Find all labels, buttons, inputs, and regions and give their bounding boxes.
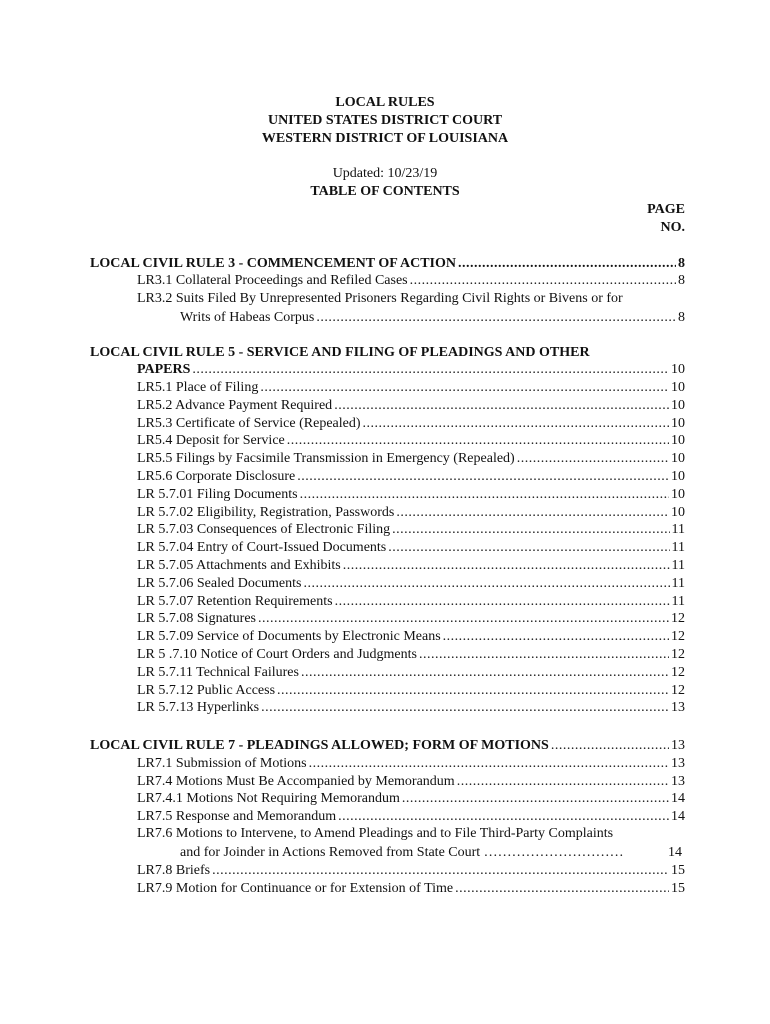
toc-entry-text: LR7.8 Briefs [137,863,211,878]
dot-leader [443,628,669,646]
toc-entry[interactable] [137,415,685,433]
toc-page-number: 13 [671,700,685,716]
toc-entry-text: LR5.1 Place of Filing [137,380,259,395]
dot-leader [258,610,669,628]
dot-leader [338,808,669,826]
toc-entry-text: LR7.4.1 Motions Not Requiring Memorandum [137,791,400,806]
toc-page-number: 13 [671,756,685,771]
toc-entry-text: LR 5.7.04 Entry of Court-Issued Documents [137,540,387,556]
doc-title-line1: LOCAL RULES [335,95,435,110]
dot-leader [287,432,669,450]
toc-page-number: 8 [678,310,685,325]
dot-leader [301,664,669,682]
toc-page-number: 8 [678,273,685,288]
doc-title-line2: UNITED STATES DISTRICT COURT [267,113,503,128]
toc-page-number: 15 [671,880,685,896]
toc-entry[interactable] [137,575,685,593]
toc-page-number: 14 [668,845,682,860]
toc-entry-text: LR 5.7.02 Eligibility, Registration, Passwords [137,504,395,520]
toc-entry-lr32-line2[interactable] [180,309,685,327]
toc-page-number: 11 [671,593,685,609]
toc-entry[interactable] [137,862,685,880]
toc-entry-text: LR 5.7.03 Consequences of Electronic Filing [137,522,391,538]
toc-entry[interactable] [137,486,685,504]
dot-leader [212,862,669,880]
toc-entry[interactable] [137,432,685,450]
toc-title: TABLE OF CONTENTS [310,184,460,199]
toc-entry-text: LR3.1 Collateral Proceedings and Refiled Cases [137,273,408,288]
toc-section-title: LOCAL CIVIL RULE 3 - COMMENCEMENT OF ACTION [90,256,456,271]
toc-page-number: 10 [671,451,685,467]
dot-leader [343,557,670,575]
toc-entry[interactable] [137,646,685,664]
toc-page-number: 11 [671,575,685,591]
toc-entry-text: LR 5.7.01 Filing Documents [137,486,298,502]
toc-section-title: LOCAL CIVIL RULE 7 - PLEADINGS ALLOWED; FORM OF MOTIONS [90,738,549,753]
dot-leader [517,450,669,468]
doc-title-line3: WESTERN DISTRICT OF LOUISIANA [261,131,509,146]
toc-entry[interactable] [137,593,685,611]
toc-entry[interactable] [137,557,685,575]
toc-entry[interactable] [137,610,685,628]
dot-leader [396,504,669,522]
toc-section-rule7[interactable] [90,737,685,755]
page-column-label: PAGE [647,202,685,217]
dot-leader [551,737,669,755]
toc-entry-text: LR 5.7.11 Technical Failures [137,664,299,680]
dot-leader [392,521,669,539]
toc-page-number: 10 [671,380,685,395]
toc-entry-text: LR 5.7.09 Service of Documents by Electronic Means [137,629,441,645]
dot-leader [457,773,669,791]
toc-entry-lr32-line1[interactable]: LR3.2 Suits Filed By Unrepresented Prisoners Regarding Civil Rights or Bivens or for [137,291,623,306]
toc-entry[interactable] [137,521,685,539]
toc-entry[interactable] [137,682,685,700]
toc-section-rule5-line2[interactable] [137,361,685,379]
toc-entry-text: Writs of Habeas Corpus [180,310,315,325]
toc-entry[interactable] [137,397,685,415]
toc-page-number: 10 [671,469,685,484]
dot-leader [335,593,670,611]
toc-page-number: 12 [671,682,685,698]
dot-leader [402,790,669,808]
toc-page-number: 14 [671,808,685,824]
toc-entry-text: LR7.5 Response and Memorandum [137,808,337,824]
toc-page-number: 12 [671,611,685,627]
toc-entry-text: LR 5.7.05 Attachments and Exhibits [137,558,341,573]
toc-entry-text: LR 5.7.06 Sealed Documents [137,575,302,591]
toc-entry[interactable] [137,504,685,522]
toc-page-number: 10 [671,362,685,377]
toc-page-number: 12 [671,647,685,662]
toc-entry-text: LR5.2 Advance Payment Required [137,397,333,413]
toc-entry-text: LR5.5 Filings by Facsimile Transmission in Emergency (Repealed) [137,451,515,467]
toc-entry[interactable] [137,755,685,773]
dot-leader [316,309,676,327]
toc-entry-text: LR7.4 Motions Must Be Accompanied by Memorandum [137,773,455,789]
toc-page-number: 15 [671,863,685,878]
toc-page-number: 10 [671,504,685,520]
toc-page-number: 10 [671,486,685,502]
toc-section-rule5-line1[interactable]: LOCAL CIVIL RULE 5 - SERVICE AND FILING OF PLEADINGS AND OTHER [90,345,590,360]
toc-page-number: 13 [671,773,685,789]
dot-leader [192,361,669,379]
toc-entry-text: LR5.4 Deposit for Service [137,433,285,449]
toc-page-number: 12 [671,664,685,680]
toc-entry-text: LR 5.7.12 Public Access [137,682,276,698]
toc-entry-text: LR7.1 Submission of Motions [137,756,307,771]
dot-leader [334,397,669,415]
dot-leader [419,646,669,664]
toc-entry[interactable] [137,808,685,826]
toc-entry-text: LR 5.7.08 Signatures [137,611,256,627]
toc-page-number: 8 [678,256,685,271]
toc-entry-text: LR 5 .7.10 Notice of Court Orders and Judgments [137,647,417,662]
toc-entry[interactable] [137,450,685,468]
toc-entry[interactable] [137,664,685,682]
toc-entry[interactable] [137,628,685,646]
toc-page-number: 11 [671,558,685,573]
toc-entry-lr76-line2[interactable]: and for Joinder in Actions Removed from State Court ………………………… [180,845,624,860]
toc-page-number: 10 [671,397,685,413]
toc-page-number: 10 [671,433,685,449]
dot-leader [277,682,669,700]
toc-entry-text: LR5.6 Corporate Disclosure [137,469,296,484]
dot-leader [388,539,669,557]
toc-page-number: 14 [671,791,685,806]
toc-entry-text: LR 5.7.07 Retention Requirements [137,593,333,609]
toc-page-number: 12 [671,629,685,645]
toc-entry[interactable] [137,539,685,557]
toc-page-number: 10 [671,415,685,431]
dot-leader [303,575,669,593]
toc-entry-lr76-line1[interactable]: LR7.6 Motions to Intervene, to Amend Pleadings and to File Third-Party Complaints [137,826,614,841]
no-column-label: NO. [660,220,685,235]
dot-leader [300,486,669,504]
toc-entry[interactable] [137,272,685,290]
toc-entry-text: LR7.9 Motion for Continuance or for Extension of Time [137,880,454,896]
dot-leader [309,755,669,773]
dot-leader [458,255,676,273]
toc-section-rule3[interactable] [90,255,685,273]
toc-page-number: 13 [671,738,685,753]
updated-date: Updated: 10/23/19 [332,166,438,181]
toc-entry[interactable] [137,880,685,898]
toc-section-title: PAPERS [137,362,191,377]
dot-leader [363,415,669,433]
dot-leader [410,272,676,290]
toc-page-number: 11 [671,540,685,556]
toc-page-number: 11 [671,522,685,538]
toc-entry[interactable] [137,468,685,486]
toc-entry[interactable] [137,699,685,717]
toc-entry-text: LR 5.7.13 Hyperlinks [137,700,260,716]
toc-entry-text: LR5.3 Certificate of Service (Repealed) [137,415,361,431]
dot-leader [455,880,669,898]
dot-leader [260,379,669,397]
toc-entry[interactable] [137,790,685,808]
dot-leader [261,699,669,717]
dot-leader [297,468,669,486]
toc-entry[interactable] [137,773,685,791]
toc-entry[interactable] [137,379,685,397]
